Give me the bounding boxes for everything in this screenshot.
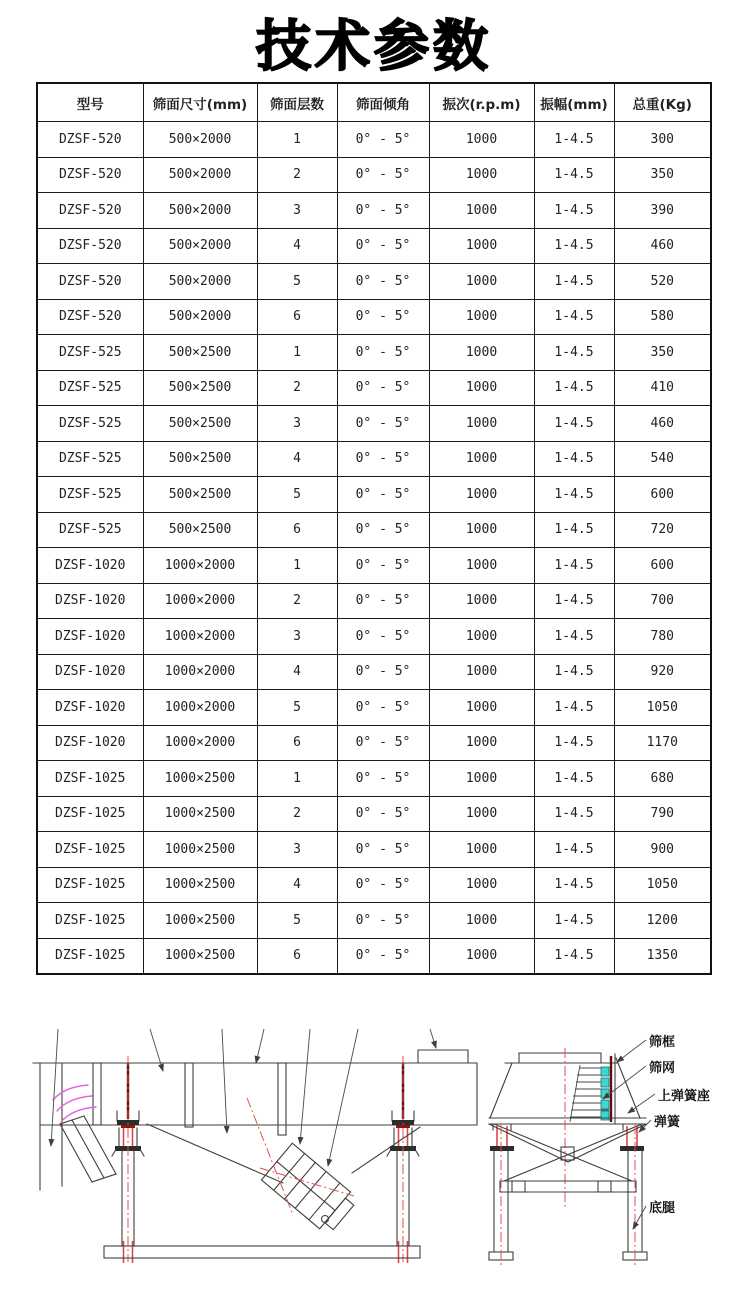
- table-cell: 0° - 5°: [337, 903, 429, 939]
- table-cell: 1000: [429, 548, 534, 584]
- table-cell: 1: [257, 761, 337, 797]
- table-cell: 0° - 5°: [337, 406, 429, 442]
- part-callouts: [603, 1034, 710, 1229]
- table-row: [37, 548, 711, 584]
- discharge-chute: [60, 1116, 116, 1182]
- table-cell: 1000×2500: [143, 938, 257, 974]
- table-cell: DZSF-1025: [37, 761, 143, 797]
- table-cell: DZSF-525: [37, 335, 143, 371]
- table-cell: 1000×2500: [143, 761, 257, 797]
- table-cell: 500×2000: [143, 228, 257, 264]
- table-cell: DZSF-525: [37, 441, 143, 477]
- table-cell: 1000: [429, 583, 534, 619]
- header-cell: 振次(r.p.m): [429, 83, 534, 122]
- table-cell: 500×2000: [143, 122, 257, 158]
- motor-centerlines: [247, 1098, 354, 1215]
- table-cell: 0° - 5°: [337, 512, 429, 548]
- table-cell: 500×2500: [143, 406, 257, 442]
- table-cell: 0° - 5°: [337, 477, 429, 513]
- table-cell: 1: [257, 335, 337, 371]
- table-cell: 1-4.5: [534, 299, 614, 335]
- table-row: [37, 938, 711, 974]
- table-cell: 0° - 5°: [337, 193, 429, 229]
- spring-leg-left: [112, 1056, 144, 1263]
- table-cell: 1-4.5: [534, 441, 614, 477]
- bottom-legs: [489, 1124, 647, 1266]
- table-cell: 1000: [429, 832, 534, 868]
- header-cell: 筛面层数: [257, 83, 337, 122]
- table-cell: 0° - 5°: [337, 832, 429, 868]
- table-row: [37, 583, 711, 619]
- screen-mesh-highlight: [601, 1067, 609, 1120]
- table-cell: 500×2000: [143, 157, 257, 193]
- table-cell: 780: [614, 619, 711, 655]
- table-cell: DZSF-1025: [37, 903, 143, 939]
- table-cell: 1000×2500: [143, 832, 257, 868]
- table-cell: 1000: [429, 512, 534, 548]
- table-cell: DZSF-520: [37, 193, 143, 229]
- table-cell: 1000×2000: [143, 619, 257, 655]
- outlet-step: [418, 1050, 468, 1063]
- end-view: [489, 1034, 710, 1266]
- spec-table: [36, 82, 712, 975]
- table-cell: DZSF-1020: [37, 725, 143, 761]
- table-cell: 1-4.5: [534, 512, 614, 548]
- table-cell: DZSF-1020: [37, 583, 143, 619]
- header-cell: 筛面尺寸(mm): [143, 83, 257, 122]
- table-cell: 1-4.5: [534, 654, 614, 690]
- table-cell: DZSF-1025: [37, 938, 143, 974]
- table-cell: 1000: [429, 299, 534, 335]
- table-cell: 500×2500: [143, 441, 257, 477]
- table-cell: 1-4.5: [534, 335, 614, 371]
- motor: [261, 1143, 358, 1236]
- technical-drawing: [0, 1027, 748, 1297]
- table-cell: 2: [257, 796, 337, 832]
- table-cell: 1350: [614, 938, 711, 974]
- table-cell: 1-4.5: [534, 406, 614, 442]
- part-label-upper-spring-seat: 上弹簧座: [658, 1089, 711, 1104]
- table-cell: 700: [614, 583, 711, 619]
- table-cell: 300: [614, 122, 711, 158]
- table-cell: 1000: [429, 228, 534, 264]
- table-cell: 1000: [429, 335, 534, 371]
- table-row: [37, 193, 711, 229]
- table-cell: 0° - 5°: [337, 370, 429, 406]
- table-cell: DZSF-1020: [37, 619, 143, 655]
- table-cell: DZSF-520: [37, 157, 143, 193]
- table-cell: 1-4.5: [534, 122, 614, 158]
- side-view: [33, 1029, 477, 1263]
- table-cell: DZSF-520: [37, 299, 143, 335]
- table-row: [37, 832, 711, 868]
- table-row: [37, 477, 711, 513]
- part-label-screen-frame: 筛框: [649, 1035, 676, 1050]
- table-cell: 0° - 5°: [337, 228, 429, 264]
- table-cell: 5: [257, 477, 337, 513]
- table-cell: 460: [614, 406, 711, 442]
- table-cell: 600: [614, 477, 711, 513]
- leader-lines: [51, 1029, 436, 1166]
- table-cell: 520: [614, 264, 711, 300]
- table-cell: 410: [614, 370, 711, 406]
- table-row: [37, 406, 711, 442]
- table-cell: 0° - 5°: [337, 583, 429, 619]
- table-cell: 1: [257, 548, 337, 584]
- table-cell: 1-4.5: [534, 548, 614, 584]
- table-row: [37, 619, 711, 655]
- table-cell: DZSF-1025: [37, 832, 143, 868]
- table-cell: 1-4.5: [534, 193, 614, 229]
- table-cell: 0° - 5°: [337, 867, 429, 903]
- table-cell: 0° - 5°: [337, 335, 429, 371]
- header-cell: 振幅(mm): [534, 83, 614, 122]
- table-cell: 6: [257, 938, 337, 974]
- table-cell: 0° - 5°: [337, 122, 429, 158]
- table-cell: 0° - 5°: [337, 761, 429, 797]
- table-cell: 680: [614, 761, 711, 797]
- table-cell: 1-4.5: [534, 619, 614, 655]
- table-cell: 1200: [614, 903, 711, 939]
- part-label-screen-mesh: 筛网: [649, 1061, 676, 1076]
- table-cell: 0° - 5°: [337, 157, 429, 193]
- table-cell: DZSF-1025: [37, 867, 143, 903]
- rim: [489, 1118, 646, 1124]
- table-cell: 0° - 5°: [337, 441, 429, 477]
- table-cell: 920: [614, 654, 711, 690]
- table-cell: DZSF-520: [37, 122, 143, 158]
- table-cell: 1000×2500: [143, 903, 257, 939]
- table-cell: 6: [257, 725, 337, 761]
- table-cell: 1-4.5: [534, 228, 614, 264]
- table-cell: 1000: [429, 725, 534, 761]
- table-cell: 5: [257, 903, 337, 939]
- table-cell: 0° - 5°: [337, 938, 429, 974]
- table-cell: 3: [257, 406, 337, 442]
- table-cell: 1-4.5: [534, 690, 614, 726]
- table-row: [37, 903, 711, 939]
- table-cell: 540: [614, 441, 711, 477]
- table-cell: 1000: [429, 867, 534, 903]
- table-row: [37, 796, 711, 832]
- table-cell: 500×2000: [143, 264, 257, 300]
- table-cell: DZSF-1020: [37, 690, 143, 726]
- table-cell: 1170: [614, 725, 711, 761]
- lower-frame: [500, 1181, 636, 1192]
- table-row: [37, 512, 711, 548]
- table-cell: 1000: [429, 406, 534, 442]
- table-cell: 3: [257, 832, 337, 868]
- table-cell: 1000: [429, 796, 534, 832]
- header-cell: 总重(Kg): [614, 83, 711, 122]
- table-cell: 4: [257, 654, 337, 690]
- spring-left-end: [490, 1124, 514, 1151]
- table-cell: 500×2500: [143, 335, 257, 371]
- table-cell: 350: [614, 335, 711, 371]
- table-cell: 1-4.5: [534, 938, 614, 974]
- table-row: [37, 122, 711, 158]
- table-cell: 0° - 5°: [337, 654, 429, 690]
- table-cell: 1000: [429, 761, 534, 797]
- table-cell: 0° - 5°: [337, 299, 429, 335]
- base-plate: [104, 1246, 420, 1258]
- table-cell: 1-4.5: [534, 832, 614, 868]
- table-cell: 0° - 5°: [337, 725, 429, 761]
- part-label-bottom-leg: 底腿: [649, 1201, 676, 1216]
- header-cell: 筛面倾角: [337, 83, 429, 122]
- table-cell: 1000×2000: [143, 654, 257, 690]
- table-row: [37, 370, 711, 406]
- table-cell: 1-4.5: [534, 157, 614, 193]
- table-cell: 1-4.5: [534, 370, 614, 406]
- table-body: [37, 122, 711, 975]
- flow-arrows: [53, 1085, 96, 1122]
- table-row: [37, 725, 711, 761]
- table-cell: DZSF-525: [37, 512, 143, 548]
- table-cell: 1000: [429, 441, 534, 477]
- table-cell: 0° - 5°: [337, 796, 429, 832]
- table-cell: DZSF-1025: [37, 796, 143, 832]
- table-cell: 4: [257, 867, 337, 903]
- table-row: [37, 264, 711, 300]
- table-cell: 1000×2500: [143, 796, 257, 832]
- table-cell: 500×2500: [143, 477, 257, 513]
- header-cell: 型号: [37, 83, 143, 122]
- table-cell: DZSF-1020: [37, 548, 143, 584]
- table-cell: DZSF-520: [37, 264, 143, 300]
- table-cell: 1000×2000: [143, 548, 257, 584]
- table-cell: 1000: [429, 122, 534, 158]
- table-cell: 900: [614, 832, 711, 868]
- table-cell: 500×2500: [143, 512, 257, 548]
- table-cell: 1-4.5: [534, 761, 614, 797]
- table-cell: 5: [257, 264, 337, 300]
- lid: [505, 1053, 618, 1063]
- table-cell: 1-4.5: [534, 796, 614, 832]
- spring-leg-right: [387, 1056, 419, 1263]
- table-cell: 1000: [429, 619, 534, 655]
- table-cell: 350: [614, 157, 711, 193]
- table-row: [37, 441, 711, 477]
- table-cell: 1000: [429, 157, 534, 193]
- table-row: [37, 157, 711, 193]
- screen-body-outline: [33, 1063, 477, 1125]
- table-cell: 1-4.5: [534, 477, 614, 513]
- table-cell: 3: [257, 193, 337, 229]
- table-row: [37, 654, 711, 690]
- feed-box: [40, 1063, 62, 1190]
- table-cell: 500×2500: [143, 370, 257, 406]
- table-cell: 1000: [429, 264, 534, 300]
- table-header-row: [37, 83, 711, 122]
- table-cell: 600: [614, 548, 711, 584]
- table-cell: 1000×2000: [143, 725, 257, 761]
- table-cell: DZSF-525: [37, 406, 143, 442]
- table-cell: 1-4.5: [534, 903, 614, 939]
- table-cell: 2: [257, 157, 337, 193]
- table-cell: DZSF-520: [37, 228, 143, 264]
- table-cell: 1000: [429, 690, 534, 726]
- table-cell: 460: [614, 228, 711, 264]
- table-cell: 1: [257, 122, 337, 158]
- table-cell: 0° - 5°: [337, 264, 429, 300]
- table-cell: 1000: [429, 903, 534, 939]
- table-cell: DZSF-1020: [37, 654, 143, 690]
- table-cell: 1-4.5: [534, 264, 614, 300]
- table-cell: 1000: [429, 477, 534, 513]
- table-row: [37, 761, 711, 797]
- table-cell: 0° - 5°: [337, 548, 429, 584]
- table-cell: 1050: [614, 867, 711, 903]
- part-label-spring: 弹簧: [654, 1115, 681, 1130]
- table-cell: 0° - 5°: [337, 690, 429, 726]
- table-row: [37, 228, 711, 264]
- table-cell: 1000: [429, 193, 534, 229]
- table-cell: 4: [257, 228, 337, 264]
- table-cell: 1000: [429, 654, 534, 690]
- table-row: [37, 335, 711, 371]
- table-row: [37, 867, 711, 903]
- table-cell: 580: [614, 299, 711, 335]
- table-cell: 2: [257, 583, 337, 619]
- table-cell: 1050: [614, 690, 711, 726]
- table-cell: 2: [257, 370, 337, 406]
- table-cell: 500×2000: [143, 193, 257, 229]
- table-cell: 390: [614, 193, 711, 229]
- table-cell: 790: [614, 796, 711, 832]
- table-cell: 5: [257, 690, 337, 726]
- table-cell: 1000×2000: [143, 690, 257, 726]
- table-cell: 1000: [429, 370, 534, 406]
- table-cell: 0° - 5°: [337, 619, 429, 655]
- table-cell: 1-4.5: [534, 583, 614, 619]
- table-cell: 1000: [429, 938, 534, 974]
- table-cell: DZSF-525: [37, 477, 143, 513]
- table-cell: 720: [614, 512, 711, 548]
- page-title: 技术参数: [255, 14, 492, 78]
- table-cell: DZSF-525: [37, 370, 143, 406]
- table-cell: 3: [257, 619, 337, 655]
- table-cell: 1000×2000: [143, 583, 257, 619]
- table-cell: 1000×2500: [143, 867, 257, 903]
- table-cell: 6: [257, 512, 337, 548]
- table-cell: 500×2000: [143, 299, 257, 335]
- hopper-braces: [489, 1124, 646, 1181]
- table-cell: 1-4.5: [534, 867, 614, 903]
- table-cell: 1-4.5: [534, 725, 614, 761]
- table-cell: 4: [257, 441, 337, 477]
- table-row: [37, 299, 711, 335]
- table-cell: 6: [257, 299, 337, 335]
- table-row: [37, 690, 711, 726]
